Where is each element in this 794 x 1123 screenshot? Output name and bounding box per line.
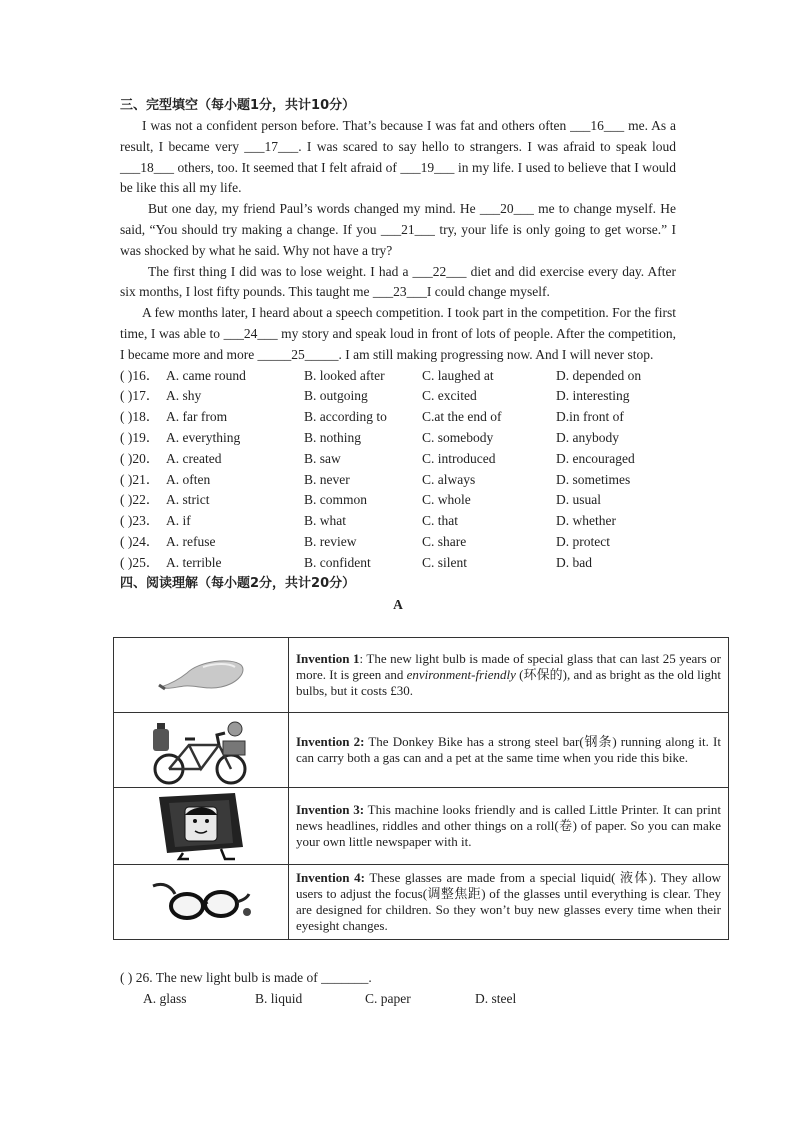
option-b: B. what xyxy=(304,513,346,529)
option-a: A. if xyxy=(166,513,191,529)
answer-blank[interactable]: ( )16． xyxy=(120,367,160,383)
question-row xyxy=(120,428,676,449)
question-row xyxy=(120,470,676,491)
option-b: B. saw xyxy=(304,450,341,466)
option-d: D. depended on xyxy=(556,367,642,383)
option-a: A. refuse xyxy=(166,533,216,549)
option-c: C. somebody xyxy=(422,429,494,445)
answer-blank[interactable]: ( )17． xyxy=(120,388,160,404)
invention-label: Invention 1 xyxy=(296,651,360,666)
answer-blank[interactable]: ( )24． xyxy=(120,533,160,549)
light-bulb-icon xyxy=(155,655,247,695)
option-d: D. whether xyxy=(556,513,616,529)
option-b: B. never xyxy=(304,471,350,487)
inventions-table xyxy=(113,637,729,940)
invention-text xyxy=(289,788,729,865)
section4-heading: 四、阅读理解（每小题2分，共计20分） xyxy=(120,575,356,591)
option-a: A. created xyxy=(166,450,222,466)
question-stem[interactable]: ( ) 26. The new light bulb is made of _______. xyxy=(120,970,372,985)
invention-desc: The Donkey Bike has a strong steel bar(钢条) running along it. It can carry both a gas can and a pet at the same time when you ride this bike. xyxy=(296,734,721,765)
invention-desc-italic: environment-friendly xyxy=(406,667,516,682)
option-d: D. usual xyxy=(556,492,601,508)
option-c: C. share xyxy=(422,533,467,549)
invention-image-cell xyxy=(114,788,289,865)
answer-blank[interactable]: ( )23． xyxy=(120,513,160,529)
invention-text xyxy=(289,638,729,713)
question-options xyxy=(120,989,680,1010)
question-row xyxy=(120,449,676,470)
option-c: C. silent xyxy=(422,554,468,570)
option-a: A. terrible xyxy=(166,554,222,570)
question-list xyxy=(120,366,676,574)
passage-paragraph: The first thing I did was to lose weight. I had a ___22___ diet and did exercise every day. After six months, I lost fifty pounds. This taught me ___23___I could change myself. xyxy=(120,263,676,300)
question-row xyxy=(120,407,676,428)
answer-blank[interactable]: ( )22． xyxy=(120,492,160,508)
option-b: B. outgoing xyxy=(304,388,368,404)
invention-desc: This machine looks friendly and is called Little Printer. It can print news headlines, riddles and other things on a roll(卷) of paper. So you can make your own little newspaper with it. xyxy=(296,802,721,849)
option-d: D. encouraged xyxy=(556,450,635,466)
option-b: B. according to xyxy=(304,409,387,425)
table-row xyxy=(114,713,729,788)
invention-label: Invention 2: xyxy=(296,734,365,749)
table-row xyxy=(114,788,729,865)
option-a: A. everything xyxy=(166,429,241,445)
option-d: D. sometimes xyxy=(556,471,631,487)
section3-heading: 三、完型填空（每小题1分，共计10分） xyxy=(120,98,356,113)
question-row xyxy=(120,490,676,511)
option-d: D. anybody xyxy=(556,429,619,445)
passage-paragraph: A few months later, I heard about a speech competition. I took part in the competition. For the first time, I was able to ___24___ my story and speak loud in front of lots of people. After the competition, I became more and more _____25_____. I am still making progressing now. And I will never stop. xyxy=(120,305,676,362)
invention-image-cell xyxy=(114,713,289,788)
option-b: B. liquid xyxy=(255,990,303,1006)
answer-blank[interactable]: ( )19． xyxy=(120,429,160,445)
table-row xyxy=(114,865,729,940)
exam-page xyxy=(120,96,676,615)
option-a: A. glass xyxy=(143,990,187,1006)
option-c: C.at the end of xyxy=(422,409,502,425)
invention-desc: These glasses are made from a special liquid( 液体). They allow users to adjust the focus(调整焦距) of the glasses until everything is clear. They are designed for children. So they won’t buy new glasses every time when their eyesight changes. xyxy=(296,870,721,933)
invention-image-cell xyxy=(114,865,289,940)
option-b: B. review xyxy=(304,533,357,549)
answer-blank[interactable]: ( )18． xyxy=(120,409,160,425)
question-row xyxy=(120,386,676,407)
option-c: C. whole xyxy=(422,492,471,508)
invention-label: Invention 4: xyxy=(296,870,365,885)
option-b: B. common xyxy=(304,492,367,508)
option-c: C. that xyxy=(422,513,458,529)
option-d: D. steel xyxy=(475,990,517,1006)
option-d: D. interesting xyxy=(556,388,630,404)
invention-text xyxy=(289,713,729,788)
passage-a-label: A xyxy=(393,596,403,612)
option-a: A. often xyxy=(166,471,211,487)
option-d: D. bad xyxy=(556,554,592,570)
question-row xyxy=(120,532,676,553)
option-d: D.in front of xyxy=(556,409,624,425)
invention-image-cell xyxy=(114,638,289,713)
answer-blank[interactable]: ( )25． xyxy=(120,554,160,570)
option-c: C. always xyxy=(422,471,476,487)
invention-label: Invention 3: xyxy=(296,802,365,817)
option-d: D. protect xyxy=(556,533,610,549)
table-row xyxy=(114,638,729,713)
option-a: A. shy xyxy=(166,388,202,404)
option-b: B. nothing xyxy=(304,429,362,445)
invention-text xyxy=(289,865,729,940)
donkey-bike-icon xyxy=(149,715,253,785)
question-row xyxy=(120,553,676,574)
answer-blank[interactable]: ( )21． xyxy=(120,471,160,487)
option-c: C. introduced xyxy=(422,450,496,466)
option-a: A. strict xyxy=(166,492,210,508)
glasses-icon xyxy=(149,876,253,928)
question-row xyxy=(120,366,676,387)
passage-paragraph: But one day, my friend Paul’s words changed my mind. He ___20___ me to change myself. He said, “You should try making a change. If you ___21___ try, your life is only going to get worse.” I was shocked by what he said. Why not have a try? xyxy=(120,201,676,258)
option-a: A. far from xyxy=(166,409,228,425)
option-b: B. looked after xyxy=(304,367,385,383)
invention-desc: : The new light bulb is made of special glass that can last 25 years or more. It is green and xyxy=(296,651,721,682)
option-a: A. came round xyxy=(166,367,246,383)
question-row xyxy=(120,511,676,532)
option-c: C. laughed at xyxy=(422,367,494,383)
answer-blank[interactable]: ( )20． xyxy=(120,450,160,466)
little-printer-icon xyxy=(153,789,249,863)
question-26 xyxy=(120,968,680,1010)
option-c: C. excited xyxy=(422,388,477,404)
passage-paragraph: I was not a confident person before. That’s because I was fat and others often ___16___ me. As a result, I became very ___17___. I was scared to say hello to strangers. I was afraid to speak loud ___18___ others, too. It seemed that I felt afraid of ___19___ in my life. I used to believe that I would be like this all my life. xyxy=(120,118,676,196)
option-c: C. paper xyxy=(365,990,411,1006)
option-b: B. confident xyxy=(304,554,371,570)
invention-desc-end: (环保的), and as bright as the old light bulbs, but it costs £30. xyxy=(296,667,721,698)
